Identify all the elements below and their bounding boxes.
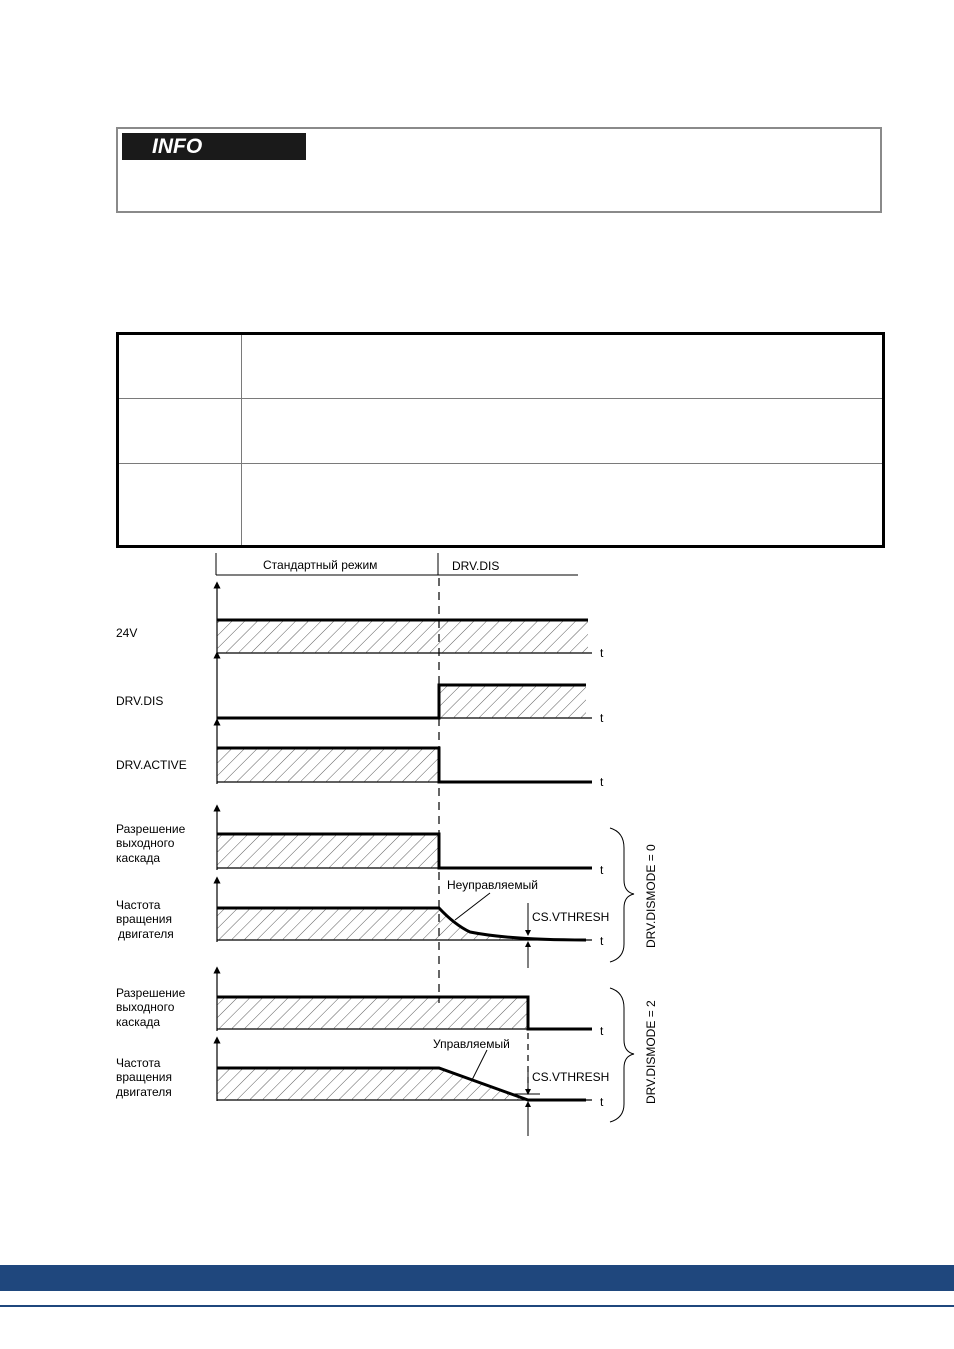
label-motor-speed: вращения [116, 1070, 172, 1084]
label-stage-enable: каскада [116, 851, 161, 865]
signal-motor-speed-mode2 [116, 1037, 609, 1136]
label-drv-active: DRV.ACTIVE [116, 758, 187, 772]
label-motor-speed: Частота [116, 898, 161, 912]
signal-drv-dis [116, 655, 604, 725]
t-label: t [600, 711, 604, 725]
diagram-header [216, 553, 578, 575]
label-drv-dis: DRV.DIS [116, 694, 164, 708]
signal-stage-enable-mode2 [116, 970, 604, 1038]
label-motor-speed: двигателя [118, 927, 174, 941]
label-threshold: CS.VTHRESH [532, 1070, 610, 1084]
footer-bar [0, 1265, 954, 1291]
header-disable: DRV.DIS [452, 559, 500, 573]
t-label: t [600, 775, 604, 789]
brace-mode0 [610, 828, 658, 962]
label-motor-speed: двигателя [116, 1085, 172, 1099]
t-label: t [600, 863, 604, 877]
info-badge: INFO [122, 133, 306, 160]
t-label: t [600, 1024, 604, 1038]
svg-text:Частота вращения д [116, 898, 175, 941]
signal-24v [116, 585, 604, 660]
label-motor-speed: вращения [116, 912, 172, 926]
t-label: t [600, 934, 604, 948]
label-stage-enable: каскада [116, 1015, 161, 1029]
label-motor-speed: Частота [116, 1056, 161, 1070]
footer-line [0, 1305, 954, 1307]
label-controlled: Управляемый [433, 1037, 510, 1051]
label-uncontrolled: Неуправляемый [447, 878, 538, 892]
label-stage-enable: выходного [116, 836, 175, 850]
label-stage-enable: выходного [116, 1000, 175, 1014]
signal-stage-enable-mode0 [116, 808, 604, 877]
label-stage-enable: Разрешение [116, 986, 186, 1000]
t-label: t [600, 1095, 604, 1109]
t-label: t [600, 646, 604, 660]
label-dismode-2: DRV.DISMODE = 2 [644, 1000, 658, 1104]
label-threshold: CS.VTHRESH [532, 910, 610, 924]
svg-text:Частота вращения д [116, 1056, 175, 1099]
signal-drv-active [116, 722, 604, 789]
label-24v: 24V [116, 626, 138, 640]
svg-text:Разрешение выходного [116, 822, 189, 865]
header-normal-mode: Стандартный режим [263, 558, 378, 572]
brace-mode2 [610, 988, 658, 1122]
label-dismode-0: DRV.DISMODE = 0 [644, 844, 658, 948]
signal-motor-speed-mode0 [116, 878, 609, 968]
svg-text:Разрешение выходного [116, 986, 189, 1029]
label-stage-enable: Разрешение [116, 822, 186, 836]
